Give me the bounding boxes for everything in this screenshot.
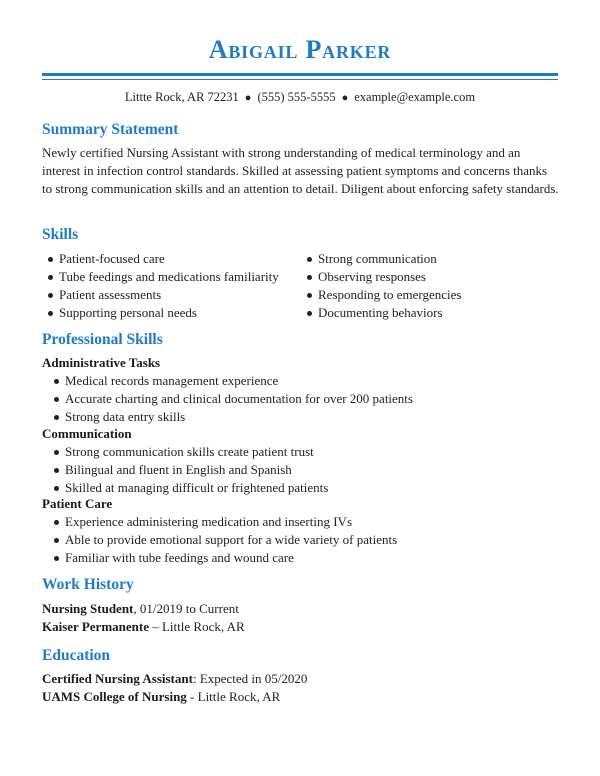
school-name: UAMS College of Nursing (42, 689, 187, 704)
patient-care-list (48, 513, 397, 567)
education-degree-line (42, 670, 307, 688)
work-entry-employer-line (42, 618, 245, 636)
section-title-professional-skills: Professional Skills (42, 331, 163, 348)
degree-name: Certified Nursing Assistant (42, 671, 193, 686)
summary-text: Newly certified Nursing Assistant with strong understanding of medical terminology and an interest in infection control standards. Skilled at assessing patient symptoms and concerns thanks to strong communication skills and an attention to detail. Diligent about enforcing safety standards. (42, 145, 559, 196)
header-divider-thin (42, 79, 558, 80)
section-title-skills: Skills (42, 226, 79, 243)
list-item: Experience administering medication and inserting IVs (48, 513, 397, 531)
skills-list-right (301, 250, 461, 322)
contact-phone: (555) 555-5555 (257, 90, 336, 104)
list-item: Patient assessments (42, 286, 279, 304)
work-entry-title-line (42, 600, 239, 618)
bullet-separator-icon: ● (244, 92, 252, 104)
degree-date: : Expected in 05/2020 (192, 671, 308, 686)
list-item: Responding to emergencies (301, 286, 461, 304)
list-item: Supporting personal needs (42, 304, 279, 322)
list-item: Strong communication skills create patient trust (48, 443, 328, 461)
education-school-line (42, 688, 280, 706)
job-title: Nursing Student (42, 601, 134, 616)
list-item: Skilled at managing difficult or frightened patients (48, 479, 328, 497)
section-title-summary: Summary Statement (42, 121, 179, 138)
list-item: Accurate charting and clinical documentation for over 200 patients (48, 390, 413, 408)
header-divider-thick (42, 73, 558, 76)
contact-line (0, 89, 600, 106)
bullet-separator-icon: ● (341, 92, 349, 104)
candidate-name: Abigail Parker (208, 35, 392, 64)
subsection-heading-communication: Communication (42, 426, 132, 441)
list-item: Medical records management experience (48, 372, 413, 390)
school-location: - Little Rock, AR (186, 689, 281, 704)
skills-list-left (42, 250, 279, 322)
section-title-education: Education (42, 647, 111, 664)
list-item: Bilingual and fluent in English and Spanish (48, 461, 328, 479)
list-item: Tube feedings and medications familiarity (42, 268, 279, 286)
job-dates: , 01/2019 to Current (133, 601, 239, 616)
subsection-heading-administrative: Administrative Tasks (42, 355, 161, 370)
contact-location: Littte Rock, AR 72231 (124, 90, 239, 104)
subsection-heading-patient-care: Patient Care (42, 496, 113, 511)
section-title-work-history: Work History (42, 576, 134, 593)
list-item: Strong communication (301, 250, 461, 268)
employer-location: – Little Rock, AR (148, 619, 245, 634)
administrative-list (48, 372, 413, 426)
list-item: Able to provide emotional support for a wide variety of patients (48, 531, 397, 549)
list-item: Patient-focused care (42, 250, 279, 268)
communication-list (48, 443, 328, 497)
employer-name: Kaiser Permanente (42, 619, 149, 634)
list-item: Strong data entry skills (48, 408, 413, 426)
list-item: Observing responses (301, 268, 461, 286)
list-item: Documenting behaviors (301, 304, 461, 322)
contact-email: example@example.com (354, 90, 476, 104)
list-item: Familiar with tube feedings and wound care (48, 549, 397, 567)
